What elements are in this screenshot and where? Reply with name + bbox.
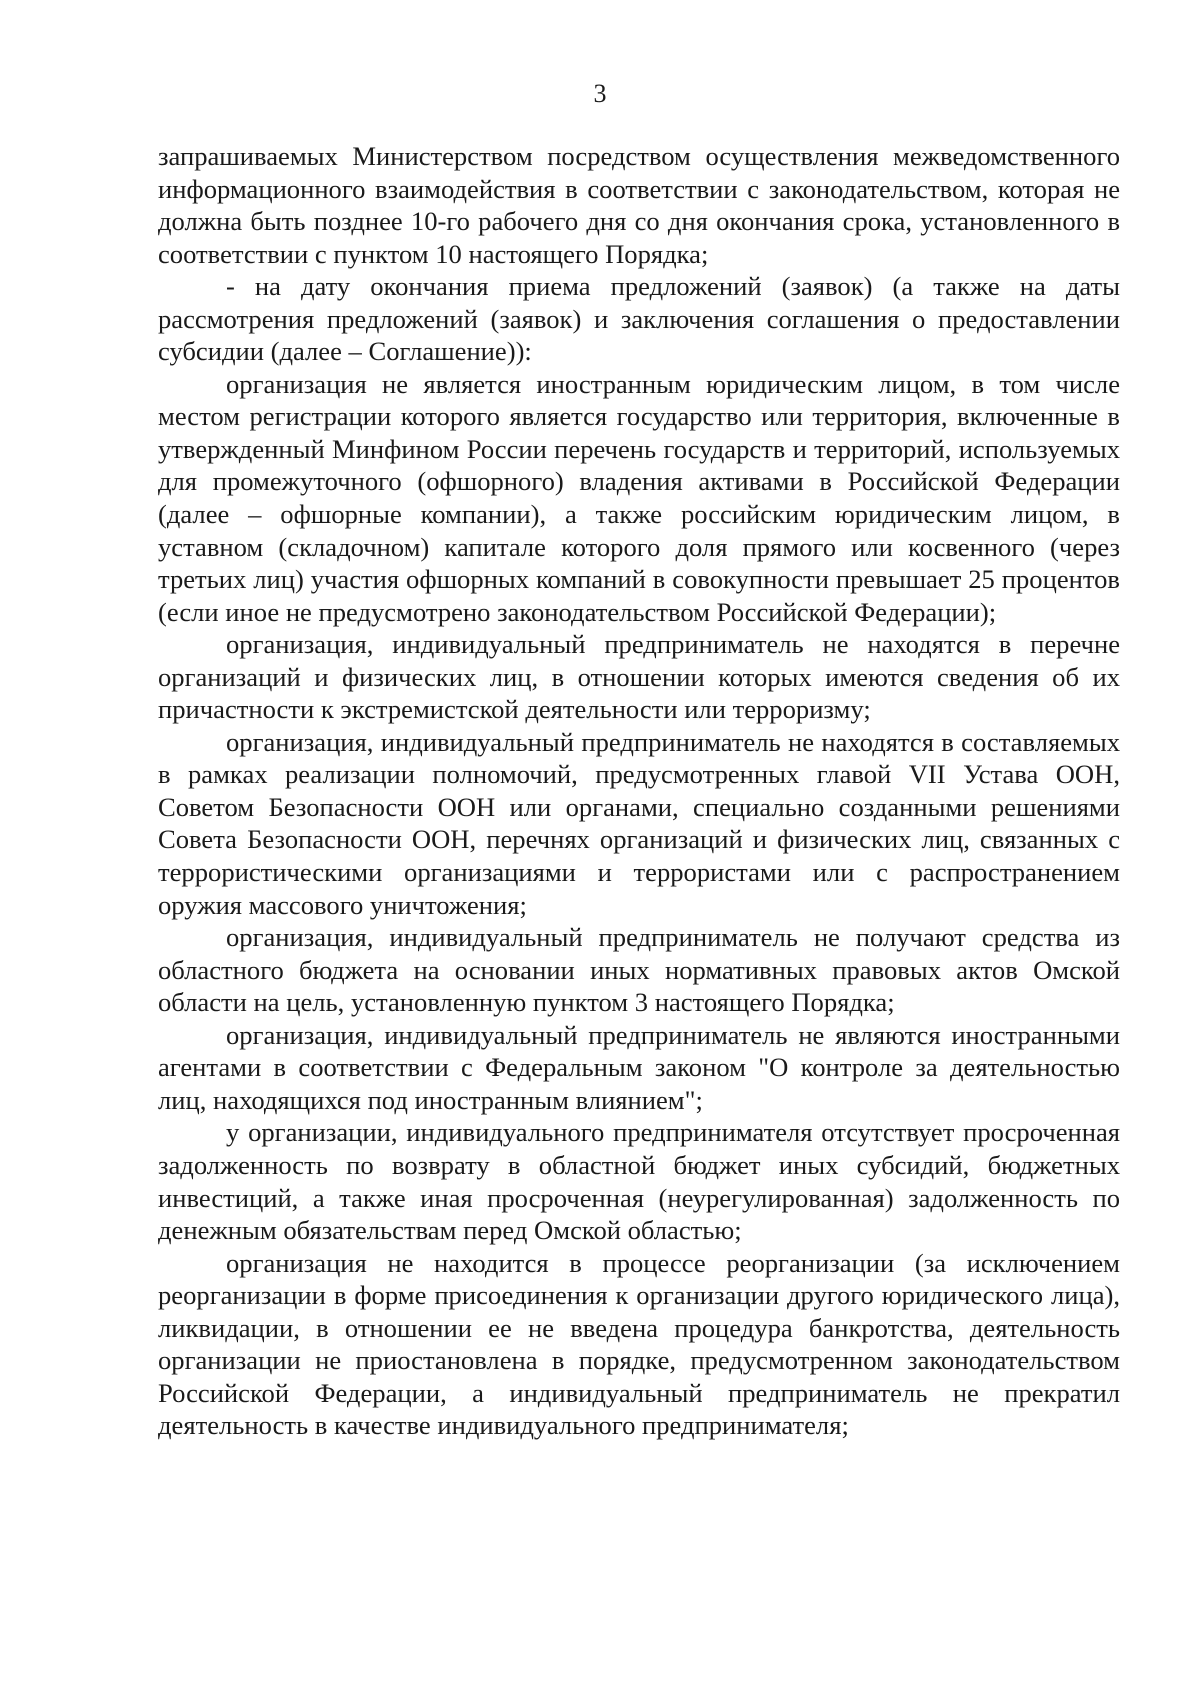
paragraph-budget-funds: организация, индивидуальный предприниматель не получают средства из областного бюджета на основании иных нормативных правовых актов Омской области на цель, установленную пунктом 3 настоящего Порядка;: [158, 922, 1120, 1018]
page-number: 3: [593, 79, 607, 108]
paragraph-condition-date: - на дату окончания приема предложений (заявок) (а также на даты рассмотрения предложений (заявок) и заключения соглашения о предоставлении субсидии (далее – Соглашение)):: [158, 271, 1120, 367]
paragraph-continuation: запрашиваемых Министерством посредством осуществления межведомственного информационного взаимодействия в соответствии с законодательством, которая не должна быть позднее 10-го рабочего дня со дня окончания срока, установленного в соответствии с пунктом 10 настоящего Порядка;: [158, 141, 1120, 269]
paragraph-un-lists: организация, индивидуальный предприниматель не находятся в составляемых в рамках реализации полномочий, предусмотренных главой VII Устава ООН, Советом Безопасности ООН или органами, специально созданными решениями Совета Безопасности ООН, перечнях организаций и физических лиц, связанных с террористическими организациями и террористами или с распространением оружия массового уничтожения;: [158, 726, 1120, 920]
paragraph-reorganization: организация не находится в процессе реорганизации (за исключением реорганизации в форме присоединения к организации другого юридического лица), ликвидации, в отношении ее не введена процедура банкротства, деятельность организации не приостановлена в порядке, предусмотренном законодательством Российской Федерации, а индивидуальный предприниматель не прекратил деятельность в качестве индивидуального предпринимателя;: [158, 1247, 1120, 1441]
paragraph-extremism: организация, индивидуальный предприниматель не находятся в перечне организаций и физических лиц, в отношении которых имеются сведения об их причастности к экстремистской деятельности или терроризму;: [158, 629, 1120, 725]
document-body: [158, 140, 1120, 1442]
paragraph-overdue-debt: у организации, индивидуального предпринимателя отсутствует просроченная задолженность по возврату в областной бюджет иных субсидий, бюджетных инвестиций, а также иная просроченная (неурегулированная) задолженность по денежным обязательствам перед Омской областью;: [158, 1117, 1120, 1246]
paragraph-foreign-agents: организация, индивидуальный предприниматель не являются иностранными агентами в соответствии с Федеральным законом "О контроле за деятельностью лиц, находящихся под иностранным влиянием";: [158, 1019, 1120, 1115]
paragraph-offshore: организация не является иностранным юридическим лицом, в том числе местом регистрации которого является государство или территория, включенные в утвержденный Минфином России перечень государств и территорий, используемых для промежуточного (офшорного) владения активами в Российской Федерации (далее – офшорные компании), а также российским юридическим лицом, в уставном (складочном) капитале которого доля прямого или косвенного (через третьих лиц) участия офшорных компаний в совокупности превышает 25 процентов (если иное не предусмотрено законодательством Российской Федерации);: [158, 368, 1120, 627]
